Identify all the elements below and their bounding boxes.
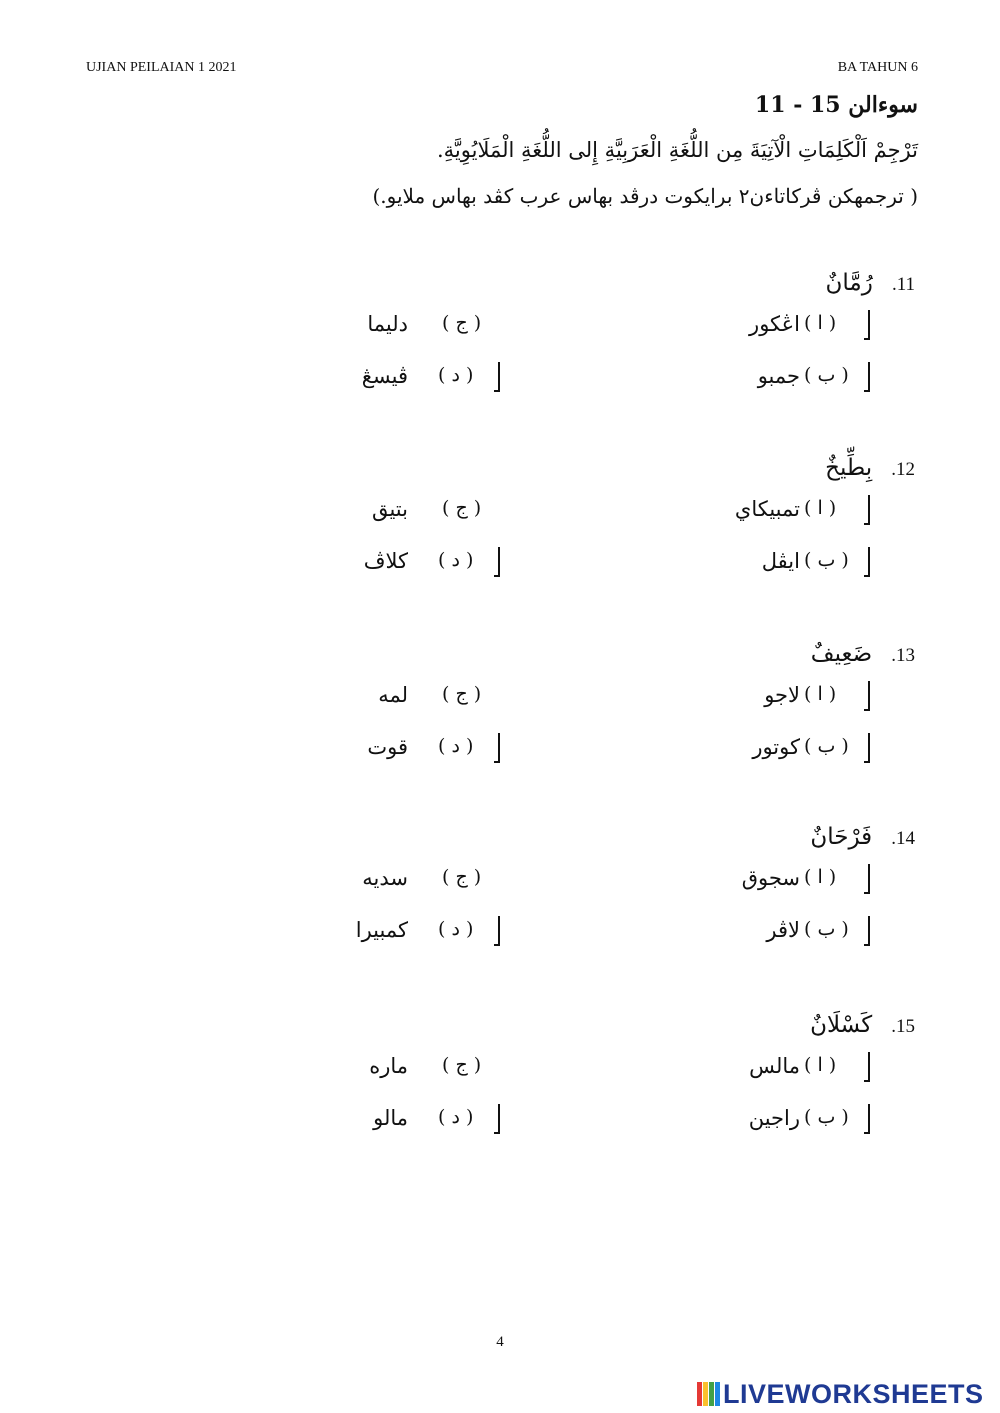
option-text: كوتور [752, 735, 800, 759]
option-d[interactable] [340, 916, 510, 950]
option-text: سجوق [741, 866, 800, 890]
option-b[interactable] [710, 362, 880, 396]
answer-box[interactable] [864, 864, 870, 894]
logo-stripe [709, 1382, 714, 1406]
option-label: ( ا ) [804, 497, 837, 519]
liveworksheets-logo-icon [697, 1382, 719, 1406]
answer-box[interactable] [494, 1104, 500, 1134]
option-label: ( د ) [438, 735, 474, 757]
option-label: ( ب ) [804, 1106, 849, 1128]
option-a[interactable] [710, 310, 880, 344]
option-label: ( ا ) [804, 312, 837, 334]
option-label: ( د ) [438, 549, 474, 571]
option-c[interactable] [340, 1052, 510, 1086]
answer-box[interactable] [864, 310, 870, 340]
option-c[interactable] [340, 864, 510, 898]
logo-stripe [697, 1382, 702, 1406]
question-word: فَرْحَانٌ [810, 824, 873, 850]
option-text: ماره [369, 1054, 408, 1078]
option-text: جمبو [757, 364, 800, 388]
section-title-range: 11 - 15 [754, 92, 841, 118]
answer-box[interactable] [864, 733, 870, 763]
question-number: 13. [891, 645, 915, 666]
answer-box[interactable] [864, 1052, 870, 1082]
option-text: تمبيكاي [734, 497, 800, 521]
option-b[interactable] [710, 547, 880, 581]
question-number: 12. [891, 459, 915, 480]
header-left: UJIAN PEILAIAN 1 2021 [86, 60, 237, 75]
option-text: قوت [367, 735, 408, 759]
page-number: 4 [496, 1334, 504, 1350]
option-label: ( ج ) [442, 497, 482, 519]
question-number: 11. [891, 274, 915, 295]
option-b[interactable] [710, 1104, 880, 1138]
question-header [810, 1012, 915, 1046]
option-text: مالس [749, 1054, 800, 1078]
option-label: ( ج ) [442, 683, 482, 705]
liveworksheets-logo[interactable] [697, 1378, 984, 1410]
option-b[interactable] [710, 733, 880, 767]
question-word: رُمَّانٌ [825, 270, 873, 296]
option-text: ايڤل [761, 549, 800, 573]
option-label: ( ب ) [804, 364, 849, 386]
option-label: ( ا ) [804, 683, 837, 705]
answer-box[interactable] [494, 916, 500, 946]
option-text: راجين [748, 1106, 800, 1130]
option-label: ( د ) [438, 1106, 474, 1128]
option-text: مالو [373, 1106, 408, 1130]
question-number: 15. [891, 1016, 915, 1037]
option-label: ( د ) [438, 364, 474, 386]
question-header [810, 824, 915, 858]
option-label: ( ج ) [442, 866, 482, 888]
option-d[interactable] [340, 1104, 510, 1138]
option-label: ( ب ) [804, 549, 849, 571]
option-d[interactable] [340, 733, 510, 767]
answer-box[interactable] [494, 733, 500, 763]
option-b[interactable] [710, 916, 880, 950]
option-text: كمبيرا [355, 918, 408, 942]
option-label: ( د ) [438, 918, 474, 940]
instruction-arabic: تَرْجِمْ اَلْكَلِمَاتِ الْآتِيَةَ مِن اللُّغَةِ الْعَرَبِيَّةِ إِلى اللُّغَةِ الْمَلَايُوِيَّةِ. [436, 138, 918, 162]
section-title-word: سوءالن [848, 92, 918, 118]
option-d[interactable] [340, 547, 510, 581]
option-label: ( ا ) [804, 866, 837, 888]
question-word: كَسْلَانٌ [810, 1012, 873, 1038]
option-a[interactable] [710, 1052, 880, 1086]
option-text: اڠكور [749, 312, 800, 336]
option-text: دليما [367, 312, 408, 336]
logo-stripe [715, 1382, 720, 1406]
answer-box[interactable] [864, 547, 870, 577]
answer-box[interactable] [494, 362, 500, 392]
option-label: ( ب ) [804, 918, 849, 940]
option-text: بتيق [371, 497, 408, 521]
liveworksheets-logo-text: LIVEWORKSHEETS [723, 1378, 984, 1409]
answer-box[interactable] [864, 916, 870, 946]
option-text: كلاڤ [363, 549, 408, 573]
option-a[interactable] [710, 681, 880, 715]
option-label: ( ب ) [804, 735, 849, 757]
option-text: ڤيسڠ [361, 364, 408, 388]
question-word: بِطِّيخٌ [825, 455, 873, 481]
answer-box[interactable] [864, 495, 870, 525]
option-c[interactable] [340, 681, 510, 715]
answer-box[interactable] [864, 362, 870, 392]
option-c[interactable] [340, 495, 510, 529]
option-text: لاجو [764, 683, 800, 707]
option-label: ( ج ) [442, 312, 482, 334]
question-header [825, 455, 915, 489]
instruction-jawi: ( ترجمهكن ڤركاتاءن٢ برايكوت درڤد بهاس عرب كڤد بهاس ملايو.) [372, 184, 918, 208]
question-header [811, 641, 915, 675]
option-c[interactable] [340, 310, 510, 344]
option-a[interactable] [710, 864, 880, 898]
option-text: سديه [362, 866, 408, 890]
option-text: لاڤر [766, 918, 800, 942]
section-title [755, 92, 918, 118]
option-a[interactable] [710, 495, 880, 529]
option-d[interactable] [340, 362, 510, 396]
logo-stripe [703, 1382, 708, 1406]
question-word: ضَعِيفٌ [810, 641, 873, 667]
answer-box[interactable] [864, 681, 870, 711]
option-text: لمه [378, 683, 408, 707]
option-label: ( ا ) [804, 1054, 837, 1076]
answer-box[interactable] [494, 547, 500, 577]
answer-box[interactable] [864, 1104, 870, 1134]
question-number: 14. [891, 828, 915, 849]
option-label: ( ج ) [442, 1054, 482, 1076]
question-header [826, 270, 915, 304]
header-right: BA TAHUN 6 [837, 60, 918, 75]
